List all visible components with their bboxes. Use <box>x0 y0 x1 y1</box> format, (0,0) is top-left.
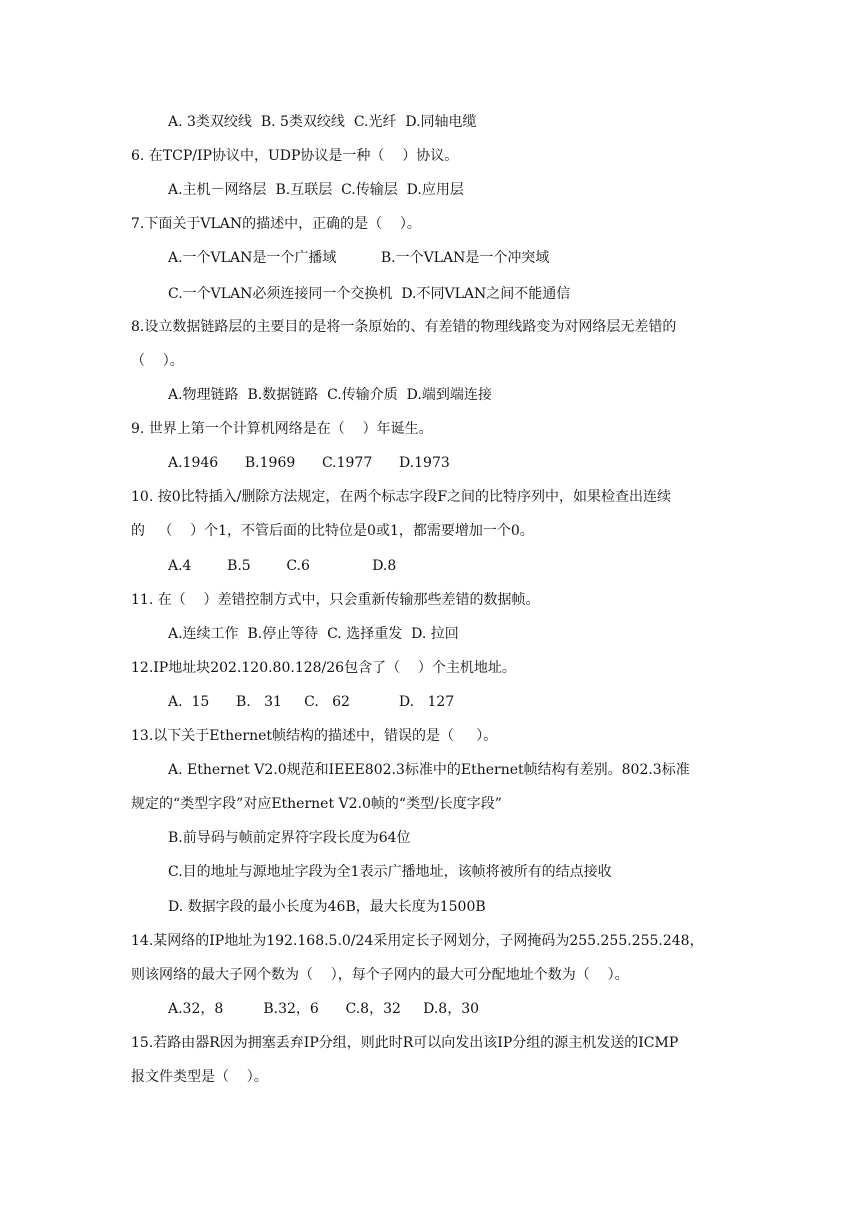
q11-options: A.连续工作 B.停止等待 C. 选择重发 D. 拉回 <box>168 626 459 642</box>
q5-options: A. 3类双绞线 B. 5类双绞线 C.光纤 D.同轴电缆 <box>168 114 477 130</box>
q13-option-a-continued: 规定的“类型字段”对应Ethernet V2.0帧的“类型/长度字段” <box>131 796 502 812</box>
q7-options-cd: C.一个VLAN必须连接同一个交换机 D.不同VLAN之间不能通信 <box>168 286 571 302</box>
q10-stem: 10. 按0比特插入/删除方法规定，在两个标志字段F之间的比特序列中，如果检查出连续 <box>131 489 672 505</box>
q10-stem-continued: 的 （ ）个1，不管后面的比特位是0或1，都需要增加一个0。 <box>131 523 534 539</box>
q13-stem: 13.以下关于Ethernet帧结构的描述中，错误的是（ ）。 <box>131 728 498 744</box>
q12-options: A. 15 B. 31 C. 62 D. 127 <box>168 694 455 710</box>
q6-options: A.主机－网络层 B.互联层 C.传输层 D.应用层 <box>168 182 464 198</box>
q8-stem-continued: （ ）。 <box>131 353 184 369</box>
q13-option-d: D. 数据字段的最小长度为46B，最大长度为1500B <box>168 899 486 915</box>
q14-stem-continued: 则该网络的最大子网个数为（ ），每个子网内的最大可分配地址个数为（ ）。 <box>131 967 629 983</box>
q8-options: A.物理链路 B.数据链路 C.传输介质 D.端到端连接 <box>168 387 492 403</box>
q10-options: A.4 B.5 C.6 D.8 <box>168 558 397 574</box>
q6-stem: 6. 在TCP/IP协议中，UDP协议是一种（ ）协议。 <box>131 148 459 164</box>
q7-options-ab: A.一个VLAN是一个广播域 B.一个VLAN是一个冲突域 <box>168 250 550 266</box>
q7-stem: 7.下面关于VLAN的描述中，正确的是（ ）。 <box>131 216 421 232</box>
q12-stem: 12.IP地址块202.120.80.128/26包含了（ ）个主机地址。 <box>131 660 516 676</box>
q14-stem: 14.某网络的IP地址为192.168.5.0/24采用定长子网划分，子网掩码为255.255.255.248， <box>131 933 704 949</box>
q13-option-a: A. Ethernet V2.0规范和IEEE802.3标准中的Ethernet帧结构有差别。802.3标准 <box>168 762 690 778</box>
q11-stem: 11. 在（ ）差错控制方式中，只会重新传输那些差错的数据帧。 <box>131 592 540 608</box>
q13-option-b: B.前导码与帧前定界符字段长度为64位 <box>168 830 411 846</box>
q15-stem-continued: 报文件类型是（ ）。 <box>131 1069 268 1085</box>
q14-options: A.32，8 B.32，6 C.8，32 D.8，30 <box>168 1001 480 1017</box>
q8-stem: 8.设立数据链路层的主要目的是将一条原始的、有差错的物理线路变为对网络层无差错的 <box>131 319 677 335</box>
q13-option-c: C.目的地址与源地址字段为全1表示广播地址，该帧将被所有的结点接收 <box>168 864 612 880</box>
q15-stem: 15.若路由器R因为拥塞丢弃IP分组，则此时R可以向发出该IP分组的源主机发送的ICMP <box>131 1035 679 1051</box>
q9-stem: 9. 世界上第一个计算机网络是在（ ）年诞生。 <box>131 421 433 437</box>
q9-options: A.1946 B.1969 C.1977 D.1973 <box>168 455 450 471</box>
